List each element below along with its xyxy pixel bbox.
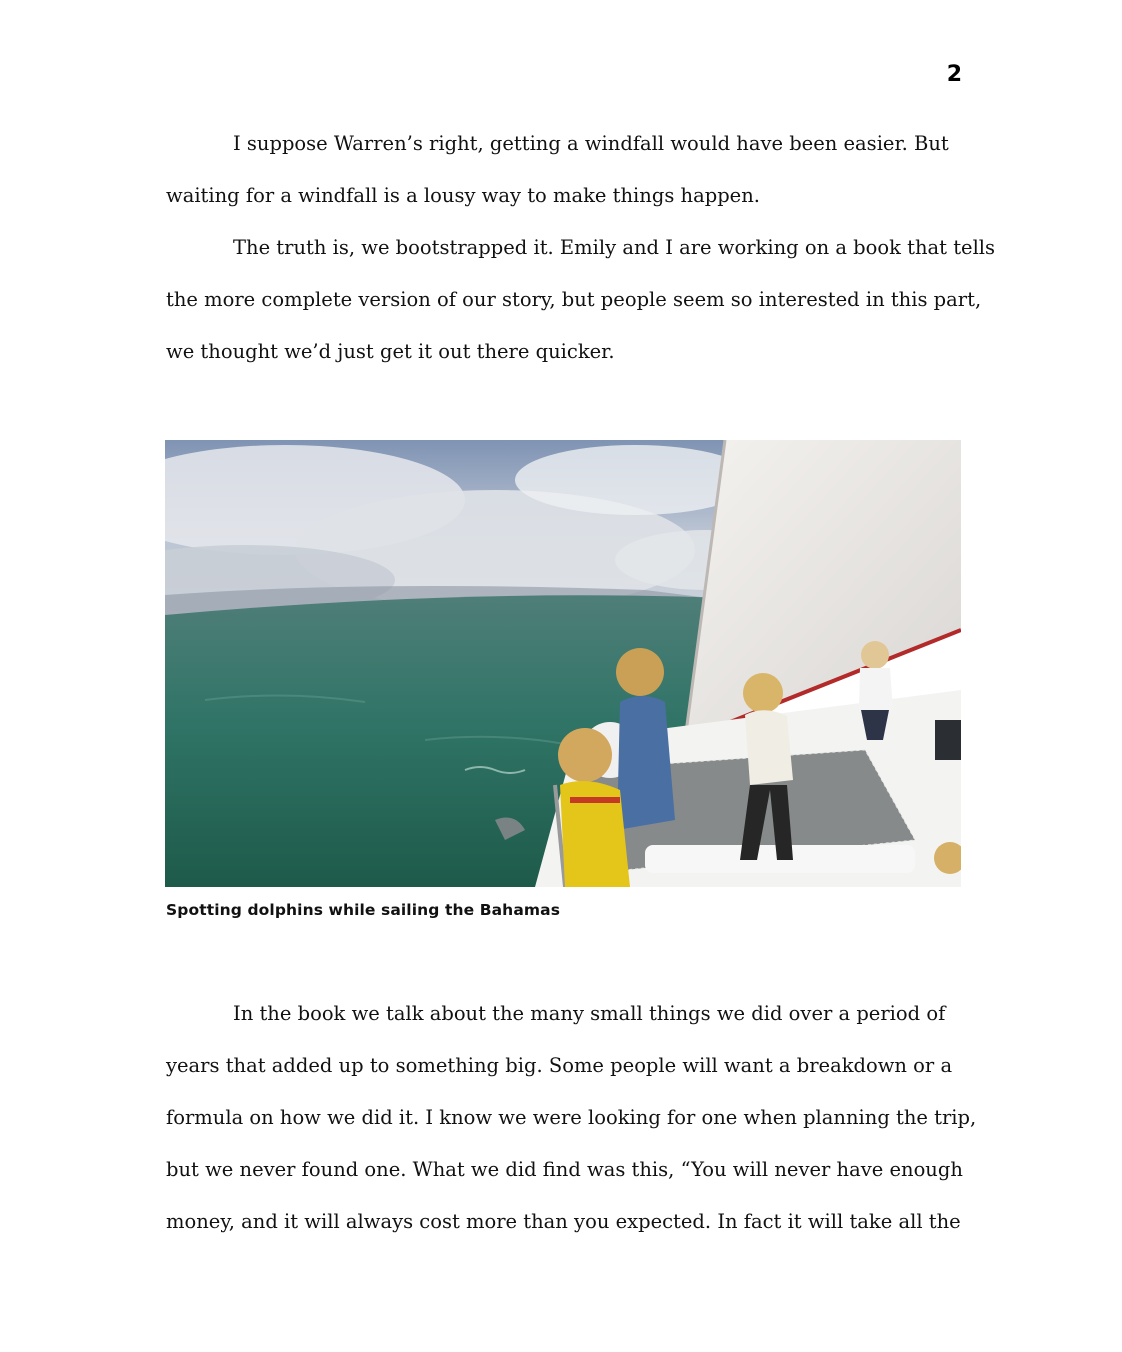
photo-caption: Spotting dolphins while sailing the Bahamas	[166, 901, 561, 919]
paragraph-line: The truth is, we bootstrapped it. Emily and I are working on a book that tells	[233, 236, 996, 259]
paragraph-line: waiting for a windfall is a lousy way to make things happen.	[166, 184, 760, 207]
body-text-top	[166, 118, 996, 378]
paragraph-line: money, and it will always cost more than you expected. In fact it will take all the	[166, 1210, 961, 1233]
sailing-photo-illustration	[165, 440, 961, 887]
page-number: 2	[946, 62, 962, 87]
paragraph-line: I suppose Warren’s right, getting a windfall would have been easier. But	[233, 132, 949, 155]
paragraph-line: In the book we talk about the many small things we did over a period of	[233, 1002, 946, 1025]
paragraph-line: we thought we’d just get it out there quicker.	[166, 340, 615, 363]
paragraph-line: formula on how we did it. I know we were looking for one when planning the trip,	[166, 1106, 977, 1129]
paragraph-line: but we never found one. What we did find was this, “You will never have enough	[166, 1158, 963, 1181]
body-text-bottom	[166, 988, 977, 1248]
sailing-photo	[165, 440, 961, 887]
paragraph-line: years that added up to something big. Some people will want a breakdown or a	[166, 1054, 953, 1077]
paragraph-line: the more complete version of our story, but people seem so interested in this part,	[166, 288, 982, 311]
